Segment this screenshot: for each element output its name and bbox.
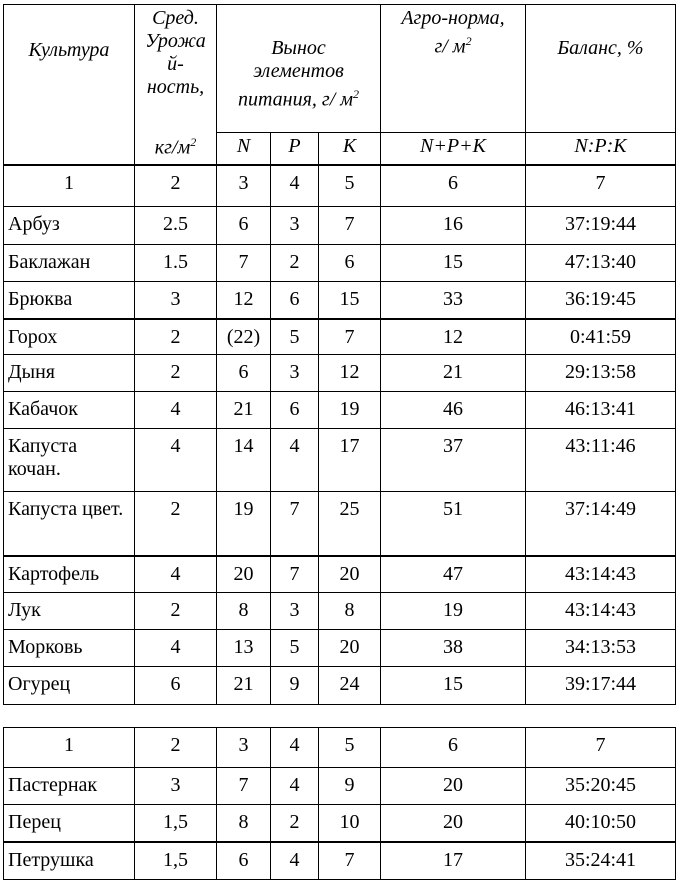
cell-sum: 21 (381, 355, 526, 392)
numbering-row (4, 165, 676, 207)
cell-sum: 12 (381, 319, 526, 355)
nutrient-table (3, 4, 676, 705)
header-p: P (271, 133, 319, 165)
num-cell: 3 (217, 728, 271, 768)
cell-n: 21 (217, 667, 271, 705)
cell-yield: 2 (135, 319, 217, 355)
cell-n: 6 (217, 355, 271, 392)
cell-p: 3 (271, 355, 319, 392)
cell-crop: Пастернак (4, 768, 135, 805)
cell-crop: Кабачок (4, 392, 135, 429)
cell-ratio: 0:41:59 (526, 319, 676, 355)
cell-crop: Капуста кочан. (4, 429, 135, 492)
cell-n: 19 (217, 492, 271, 556)
cell-sum: 17 (381, 842, 526, 880)
cell-sum: 15 (381, 245, 526, 282)
cell-yield: 1,5 (135, 842, 217, 880)
cell-ratio: 37:19:44 (526, 207, 676, 245)
cell-n: 14 (217, 429, 271, 492)
cell-crop: Огурец (4, 667, 135, 705)
cell-p: 6 (271, 282, 319, 319)
cell-k: 10 (319, 805, 381, 842)
cell-n: 20 (217, 556, 271, 593)
cell-ratio: 46:13:41 (526, 392, 676, 429)
cell-ratio: 34:13:53 (526, 630, 676, 667)
cell-ratio: 36:19:45 (526, 282, 676, 319)
cell-crop: Морковь (4, 630, 135, 667)
cell-ratio: 40:10:50 (526, 805, 676, 842)
num-cell: 7 (526, 728, 676, 768)
numbering-row (4, 728, 676, 768)
header-agro: Агро-норма, г/ $м^2$ (381, 5, 526, 133)
table-row (4, 245, 676, 282)
cell-crop: Арбуз (4, 207, 135, 245)
cell-yield: 4 (135, 630, 217, 667)
cell-sum: 16 (381, 207, 526, 245)
cell-ratio: 43:11:46 (526, 429, 676, 492)
cell-sum: 20 (381, 805, 526, 842)
cell-p: 4 (271, 768, 319, 805)
header-removal: Вынос элементов питания, г/ $м^2$ (217, 5, 381, 133)
cell-crop: Картофель (4, 556, 135, 593)
table-row (4, 667, 676, 705)
cell-k: 12 (319, 355, 381, 392)
cell-crop: Капуста цвет. (4, 492, 135, 556)
num-cell: 2 (135, 165, 217, 207)
cell-p: 6 (271, 392, 319, 429)
header-sum: N+P+K (381, 133, 526, 165)
cell-p: 9 (271, 667, 319, 705)
cell-yield: 3 (135, 282, 217, 319)
table-row (4, 805, 676, 842)
cell-yield: 2 (135, 593, 217, 630)
cell-yield: 4 (135, 556, 217, 593)
cell-sum: 38 (381, 630, 526, 667)
cell-ratio: 39:17:44 (526, 667, 676, 705)
cell-k: 20 (319, 556, 381, 593)
cell-sum: 37 (381, 429, 526, 492)
cell-sum: 20 (381, 768, 526, 805)
num-cell: 3 (217, 165, 271, 207)
cell-n: 8 (217, 593, 271, 630)
num-cell: 1 (4, 728, 135, 768)
num-cell: 6 (381, 165, 526, 207)
table-row (4, 429, 676, 492)
cell-sum: 33 (381, 282, 526, 319)
cell-crop: Баклажан (4, 245, 135, 282)
cell-crop: Горох (4, 319, 135, 355)
cell-k: 7 (319, 842, 381, 880)
nutrient-table-continued (3, 727, 676, 880)
cell-yield: 2 (135, 492, 217, 556)
cell-sum: 51 (381, 492, 526, 556)
cell-ratio: 35:24:41 (526, 842, 676, 880)
num-cell: 2 (135, 728, 217, 768)
cell-p: 2 (271, 805, 319, 842)
table-row (4, 207, 676, 245)
cell-n: 8 (217, 805, 271, 842)
cell-p: 4 (271, 429, 319, 492)
table-row (4, 556, 676, 593)
cell-yield: 2.5 (135, 207, 217, 245)
num-cell: 6 (381, 728, 526, 768)
num-cell: 5 (319, 728, 381, 768)
cell-k: 9 (319, 768, 381, 805)
cell-yield: 4 (135, 392, 217, 429)
cell-k: 15 (319, 282, 381, 319)
cell-k: 20 (319, 630, 381, 667)
table-row (4, 768, 676, 805)
header-crop: Культура (4, 5, 135, 165)
cell-sum: 15 (381, 667, 526, 705)
cell-crop: Лук (4, 593, 135, 630)
cell-ratio: 29:13:58 (526, 355, 676, 392)
cell-yield: 3 (135, 768, 217, 805)
cell-p: 3 (271, 593, 319, 630)
cell-n: 7 (217, 245, 271, 282)
header-yield: Сред. Урожа й- ность, (135, 5, 217, 133)
table-row (4, 355, 676, 392)
cell-n: 6 (217, 842, 271, 880)
num-cell: 4 (271, 728, 319, 768)
cell-n: 6 (217, 207, 271, 245)
cell-k: 24 (319, 667, 381, 705)
cell-k: 7 (319, 207, 381, 245)
cell-k: 17 (319, 429, 381, 492)
header-balance: Баланс, % (526, 5, 676, 133)
cell-ratio: 43:14:43 (526, 556, 676, 593)
cell-p: 7 (271, 556, 319, 593)
cell-k: 25 (319, 492, 381, 556)
cell-ratio: 35:20:45 (526, 768, 676, 805)
cell-yield: 1,5 (135, 805, 217, 842)
cell-ratio: 37:14:49 (526, 492, 676, 556)
header-n: N (217, 133, 271, 165)
num-cell: 4 (271, 165, 319, 207)
header-yield-unit: $кг/м^2$ (135, 133, 217, 165)
cell-n: 12 (217, 282, 271, 319)
table-row (4, 282, 676, 319)
cell-ratio: 43:14:43 (526, 593, 676, 630)
cell-crop: Дыня (4, 355, 135, 392)
table-row (4, 319, 676, 355)
cell-yield: 4 (135, 429, 217, 492)
cell-sum: 47 (381, 556, 526, 593)
table-row (4, 630, 676, 667)
cell-k: 6 (319, 245, 381, 282)
cell-p: 3 (271, 207, 319, 245)
cell-n: 7 (217, 768, 271, 805)
cell-k: 8 (319, 593, 381, 630)
cell-yield: 6 (135, 667, 217, 705)
table-row (4, 593, 676, 630)
cell-crop: Петрушка (4, 842, 135, 880)
cell-n: 13 (217, 630, 271, 667)
num-cell: 5 (319, 165, 381, 207)
cell-n: 21 (217, 392, 271, 429)
cell-crop: Перец (4, 805, 135, 842)
table-row (4, 492, 676, 556)
cell-p: 5 (271, 630, 319, 667)
cell-yield: 1.5 (135, 245, 217, 282)
cell-crop: Брюква (4, 282, 135, 319)
cell-ratio: 47:13:40 (526, 245, 676, 282)
cell-p: 5 (271, 319, 319, 355)
cell-p: 7 (271, 492, 319, 556)
table-row (4, 842, 676, 880)
cell-p: 2 (271, 245, 319, 282)
num-cell: 7 (526, 165, 676, 207)
header-k: K (319, 133, 381, 165)
cell-sum: 46 (381, 392, 526, 429)
cell-sum: 19 (381, 593, 526, 630)
cell-k: 7 (319, 319, 381, 355)
cell-k: 19 (319, 392, 381, 429)
cell-n: (22) (217, 319, 271, 355)
table-row (4, 392, 676, 429)
num-cell: 1 (4, 165, 135, 207)
header-ratio: N:P:K (526, 133, 676, 165)
cell-yield: 2 (135, 355, 217, 392)
cell-p: 4 (271, 842, 319, 880)
